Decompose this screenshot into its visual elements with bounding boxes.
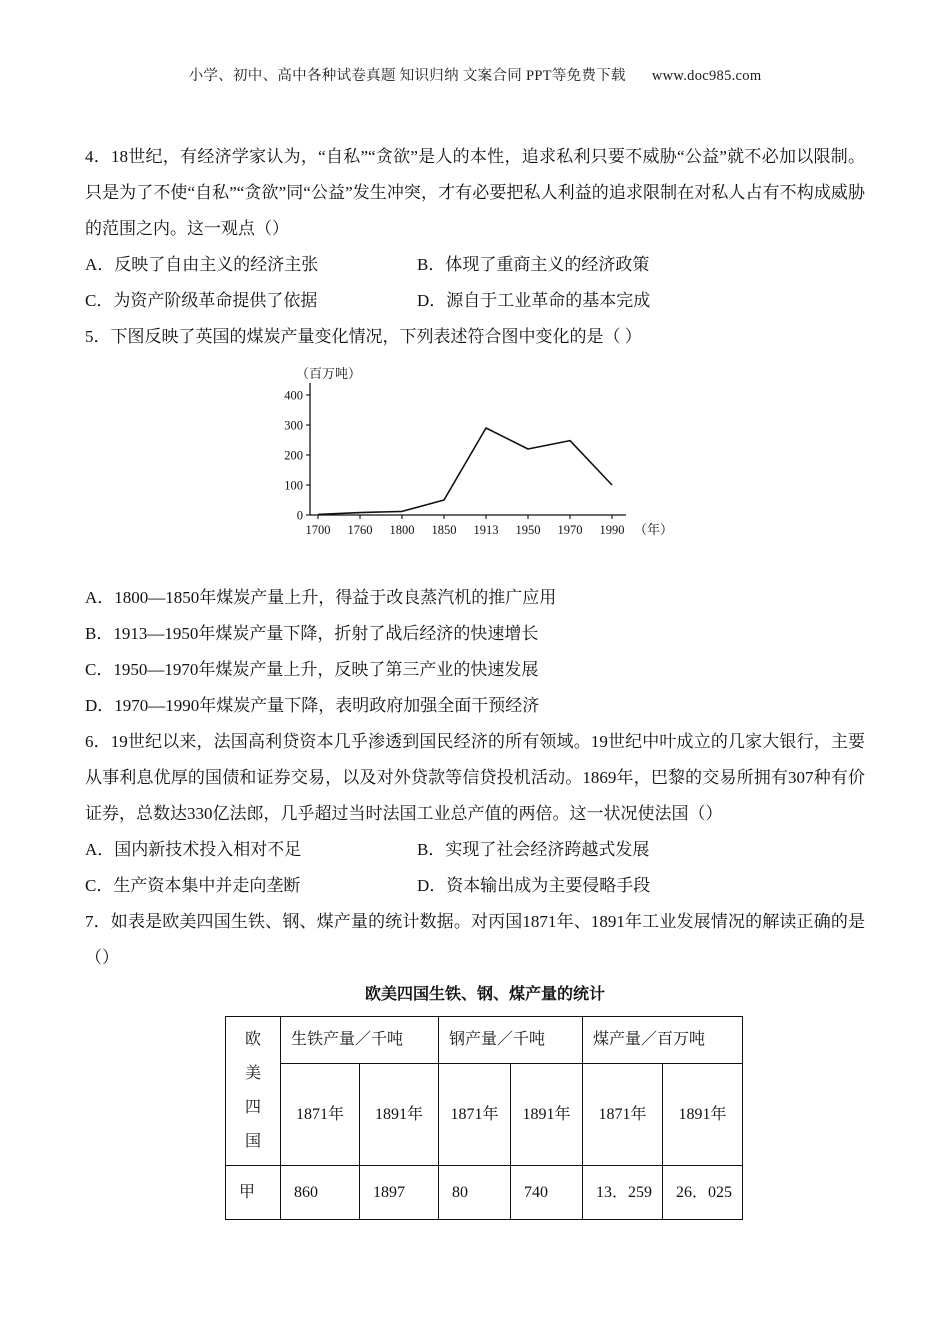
- question-5-option-b: B．1913—1950年煤炭产量下降，折射了战后经济的快速增长: [85, 624, 539, 643]
- table-cell: 740: [511, 1166, 583, 1220]
- table-year-cell: 1891年: [663, 1064, 743, 1166]
- question-5: [85, 319, 865, 724]
- table-corner-cell: [226, 1017, 281, 1166]
- question-4-option-d: D．源自于工业革命的基本完成: [417, 291, 651, 310]
- svg-text:200: 200: [284, 448, 303, 463]
- table-header-coal: 煤产量／百万吨: [583, 1017, 743, 1064]
- svg-text:1970: 1970: [557, 523, 583, 537]
- svg-text:（年）: （年）: [634, 522, 674, 537]
- question-6-option-a: A．国内新技术投入相对不足: [85, 840, 302, 859]
- coal-chart-svg: [255, 365, 685, 561]
- svg-text:1800: 1800: [389, 523, 415, 537]
- question-6-option-b: B．实现了社会经济跨越式发展: [417, 840, 650, 859]
- question-6-option-d: D．资本输出成为主要侵略手段: [417, 876, 651, 895]
- table-year-cell: 1891年: [511, 1064, 583, 1166]
- table-year-cell: 1891年: [360, 1064, 439, 1166]
- question-4-options: [85, 247, 865, 319]
- table-row-label: 甲: [226, 1166, 281, 1220]
- table-cell: 26．025: [663, 1166, 743, 1220]
- table-cell: 80: [439, 1166, 511, 1220]
- exam-content: [85, 139, 865, 1220]
- svg-text:1850: 1850: [431, 523, 457, 537]
- svg-text:1950: 1950: [515, 523, 541, 537]
- svg-text:100: 100: [284, 478, 303, 493]
- coal-production-chart: [255, 365, 865, 574]
- svg-text:400: 400: [284, 388, 303, 403]
- table-year-cell: 1871年: [439, 1064, 511, 1166]
- table-cell: 860: [281, 1166, 360, 1220]
- header-site-url: www.doc985.com: [651, 68, 762, 84]
- question-6-options: [85, 832, 865, 904]
- svg-text:300: 300: [284, 418, 303, 433]
- svg-text:（百万吨）: （百万吨）: [296, 366, 362, 381]
- table-year-cell: 1871年: [281, 1064, 360, 1166]
- table-corner-label: 欧美四国: [244, 1031, 261, 1150]
- question-4-option-c: C．为资产阶级革命提供了依据: [85, 291, 318, 310]
- svg-text:1760: 1760: [347, 523, 373, 537]
- question-6: [85, 724, 865, 904]
- table-year-cell: 1871年: [583, 1064, 663, 1166]
- table-title: 欧美四国生铁、钢、煤产量的统计: [364, 986, 605, 1003]
- question-4: [85, 139, 865, 319]
- svg-text:1990: 1990: [599, 523, 625, 537]
- question-5-option-d: D．1970—1990年煤炭产量下降，表明政府加强全面干预经济: [85, 696, 540, 715]
- table-header-pig-iron: 生铁产量／千吨: [281, 1017, 439, 1064]
- table-group-header-row: [226, 1017, 743, 1064]
- svg-text:1913: 1913: [473, 523, 499, 537]
- question-7: [85, 904, 865, 1220]
- header-promo-text: 小学、初中、高中各种试卷真题 知识归纳 文案合同 PPT等免费下载: [188, 68, 626, 84]
- question-5-stem: 5．下图反映了英国的煤炭产量变化情况，下列表述符合图中变化的是（ ）: [85, 327, 642, 346]
- question-7-stem: 7．如表是欧美四国生铁、钢、煤产量的统计数据。对丙国1871年、1891年工业发展情况的解读正确的是（）: [85, 912, 865, 967]
- question-4-stem: 4．18世纪，有经济学家认为，“自私”“贪欲”是人的本性，追求私利只要不威胁“公益”就不必加以限制。只是为了不使“自私”“贪欲”同“公益”发生冲突，才有必要把私人利益的追求限制在对私人占有不构成威胁的范围之内。这一观点（）: [85, 147, 865, 238]
- question-6-option-c: C．生产资本集中并走向垄断: [85, 876, 301, 895]
- page-header: [0, 0, 950, 85]
- table-cell: 13．259: [583, 1166, 663, 1220]
- question-5-options: [85, 580, 865, 724]
- question-4-option-b: B．体现了重商主义的经济政策: [417, 255, 650, 274]
- svg-text:0: 0: [296, 508, 303, 523]
- statistics-table: [225, 1016, 743, 1220]
- table-header-steel: 钢产量／千吨: [439, 1017, 583, 1064]
- table-row-jia: [226, 1166, 743, 1220]
- question-5-option-c: C．1950—1970年煤炭产量上升，反映了第三产业的快速发展: [85, 660, 539, 679]
- svg-text:1700: 1700: [305, 523, 331, 537]
- question-4-option-a: A．反映了自由主义的经济主张: [85, 255, 319, 274]
- table-year-row: [226, 1064, 743, 1166]
- question-5-option-a: A．1800—1850年煤炭产量上升，得益于改良蒸汽机的推广应用: [85, 588, 557, 607]
- question-6-stem: 6．19世纪以来，法国高利贷资本几乎渗透到国民经济的所有领域。19世纪中叶成立的几家大银行，主要从事利息优厚的国债和证券交易，以及对外贷款等信贷投机活动。1869年，巴黎的交易所拥有307种有价证券，总数达330亿法郎，几乎超过当时法国工业总产值的两倍。这一状况使法国（）: [85, 732, 865, 823]
- table-cell: 1897: [360, 1166, 439, 1220]
